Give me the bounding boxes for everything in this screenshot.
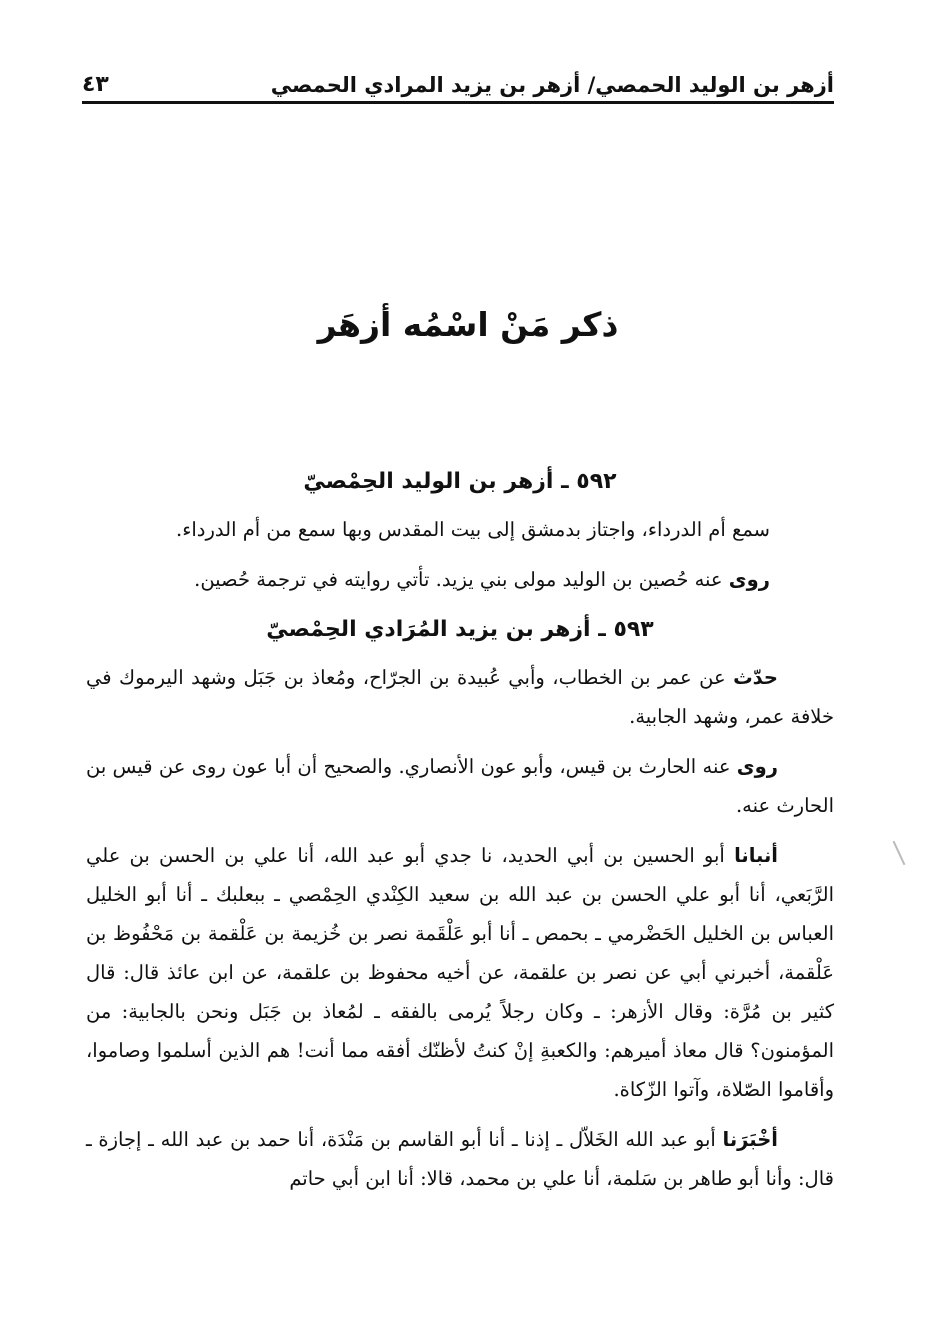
- entry-heading-593: ٥٩٣ ـ أزهر بن يزيد المُرَادي الحِمْصيّ: [266, 617, 654, 642]
- running-title: أزهر بن الوليد الحمصي/ أزهر بن يزيد المرادي الحمصي: [270, 73, 834, 97]
- paragraph: [86, 836, 834, 1109]
- paragraph: [86, 510, 834, 549]
- paragraph-lead-word: أخْبَرَنا: [722, 1128, 778, 1151]
- paragraph: [86, 747, 834, 825]
- paragraph-text: أبو الحسين بن أبي الحديد، نا جدي أبو عبد الله، أنا علي بن الحسن بن علي الرَّبَعي، أنا أبو علي الحسن بن عبد الله بن سعيد الكِنْدي الحِمْصي ـ ببعلبك ـ أنا أبو الخليل العباس بن الخليل الحَضْرمي ـ بحمص ـ أنا أبو عَلْقَمة نصر بن خُزيمة بن عَلْقمة بن مَحْفُوظ بن عَلْقمة، أخبرني أبي عن نصر بن علقمة، عن أخيه محفوظ بن علقمة، عن ابن عائذ قال: قال كثير بن مُرَّة: وقال الأزهر: ـ وكان رجلاً يُرمى بالفقه ـ لمُعاذ بن جَبَل ونحن بالجابية: من المؤمنون؟ قال معاذ أميرهم: والكعبةِ إنْ كنتُ لأظنّك أفقه مما أنت! هم الذين أسلموا وصاموا، وأقاموا الصّلاة، وآتوا الزّكاة.: [86, 844, 834, 1101]
- entry-heading-592: ٥٩٢ ـ أزهر بن الوليد الحِمْصيّ: [303, 469, 617, 494]
- paragraph-text: أبو عبد الله الخَلاّل ـ إذنا ـ أنا أبو القاسم بن مَنْدَة، أنا حمد بن عبد الله ـ إجازة ـ قال: وأنا أبو طاهر بن سَلمة، أنا علي بن محمد، قالا: أنا ابن أبي حاتم: [86, 1128, 834, 1190]
- scan-mark: [893, 841, 906, 865]
- paragraph: [86, 560, 834, 599]
- paragraph-text: عن عمر بن الخطاب، وأبي عُبيدة بن الجرّاح، ومُعاذ بن جَبَل وشهد اليرموك في خلافة عمر، وشهد الجابية.: [86, 666, 834, 728]
- page-number: ٤٣: [82, 72, 109, 97]
- chapter-title: ذكر مَنْ اسْمُه أزهَر: [317, 305, 619, 344]
- paragraph-text: عنه حُصين بن الوليد مولى بني يزيد. تأتي روايته في ترجمة حُصين.: [194, 568, 729, 591]
- paragraph-lead-word: حدّث: [733, 666, 778, 689]
- paragraph: [86, 658, 834, 736]
- paragraph-lead-word: روى: [728, 568, 770, 591]
- running-header: [82, 70, 834, 104]
- paragraph-lead-word: روى: [736, 755, 778, 778]
- paragraph-lead-word: أنبانا: [734, 844, 778, 867]
- paragraph: [86, 1120, 834, 1198]
- paragraph-text: سمع أم الدرداء، واجتاز بدمشق إلى بيت المقدس وبها سمع من أم الدرداء.: [176, 518, 770, 541]
- paragraph-text: عنه الحارث بن قيس، وأبو عون الأنصاري. والصحيح أن أبا عون روى عن قيس بن الحارث عنه.: [86, 755, 834, 817]
- main-text: [86, 462, 834, 1209]
